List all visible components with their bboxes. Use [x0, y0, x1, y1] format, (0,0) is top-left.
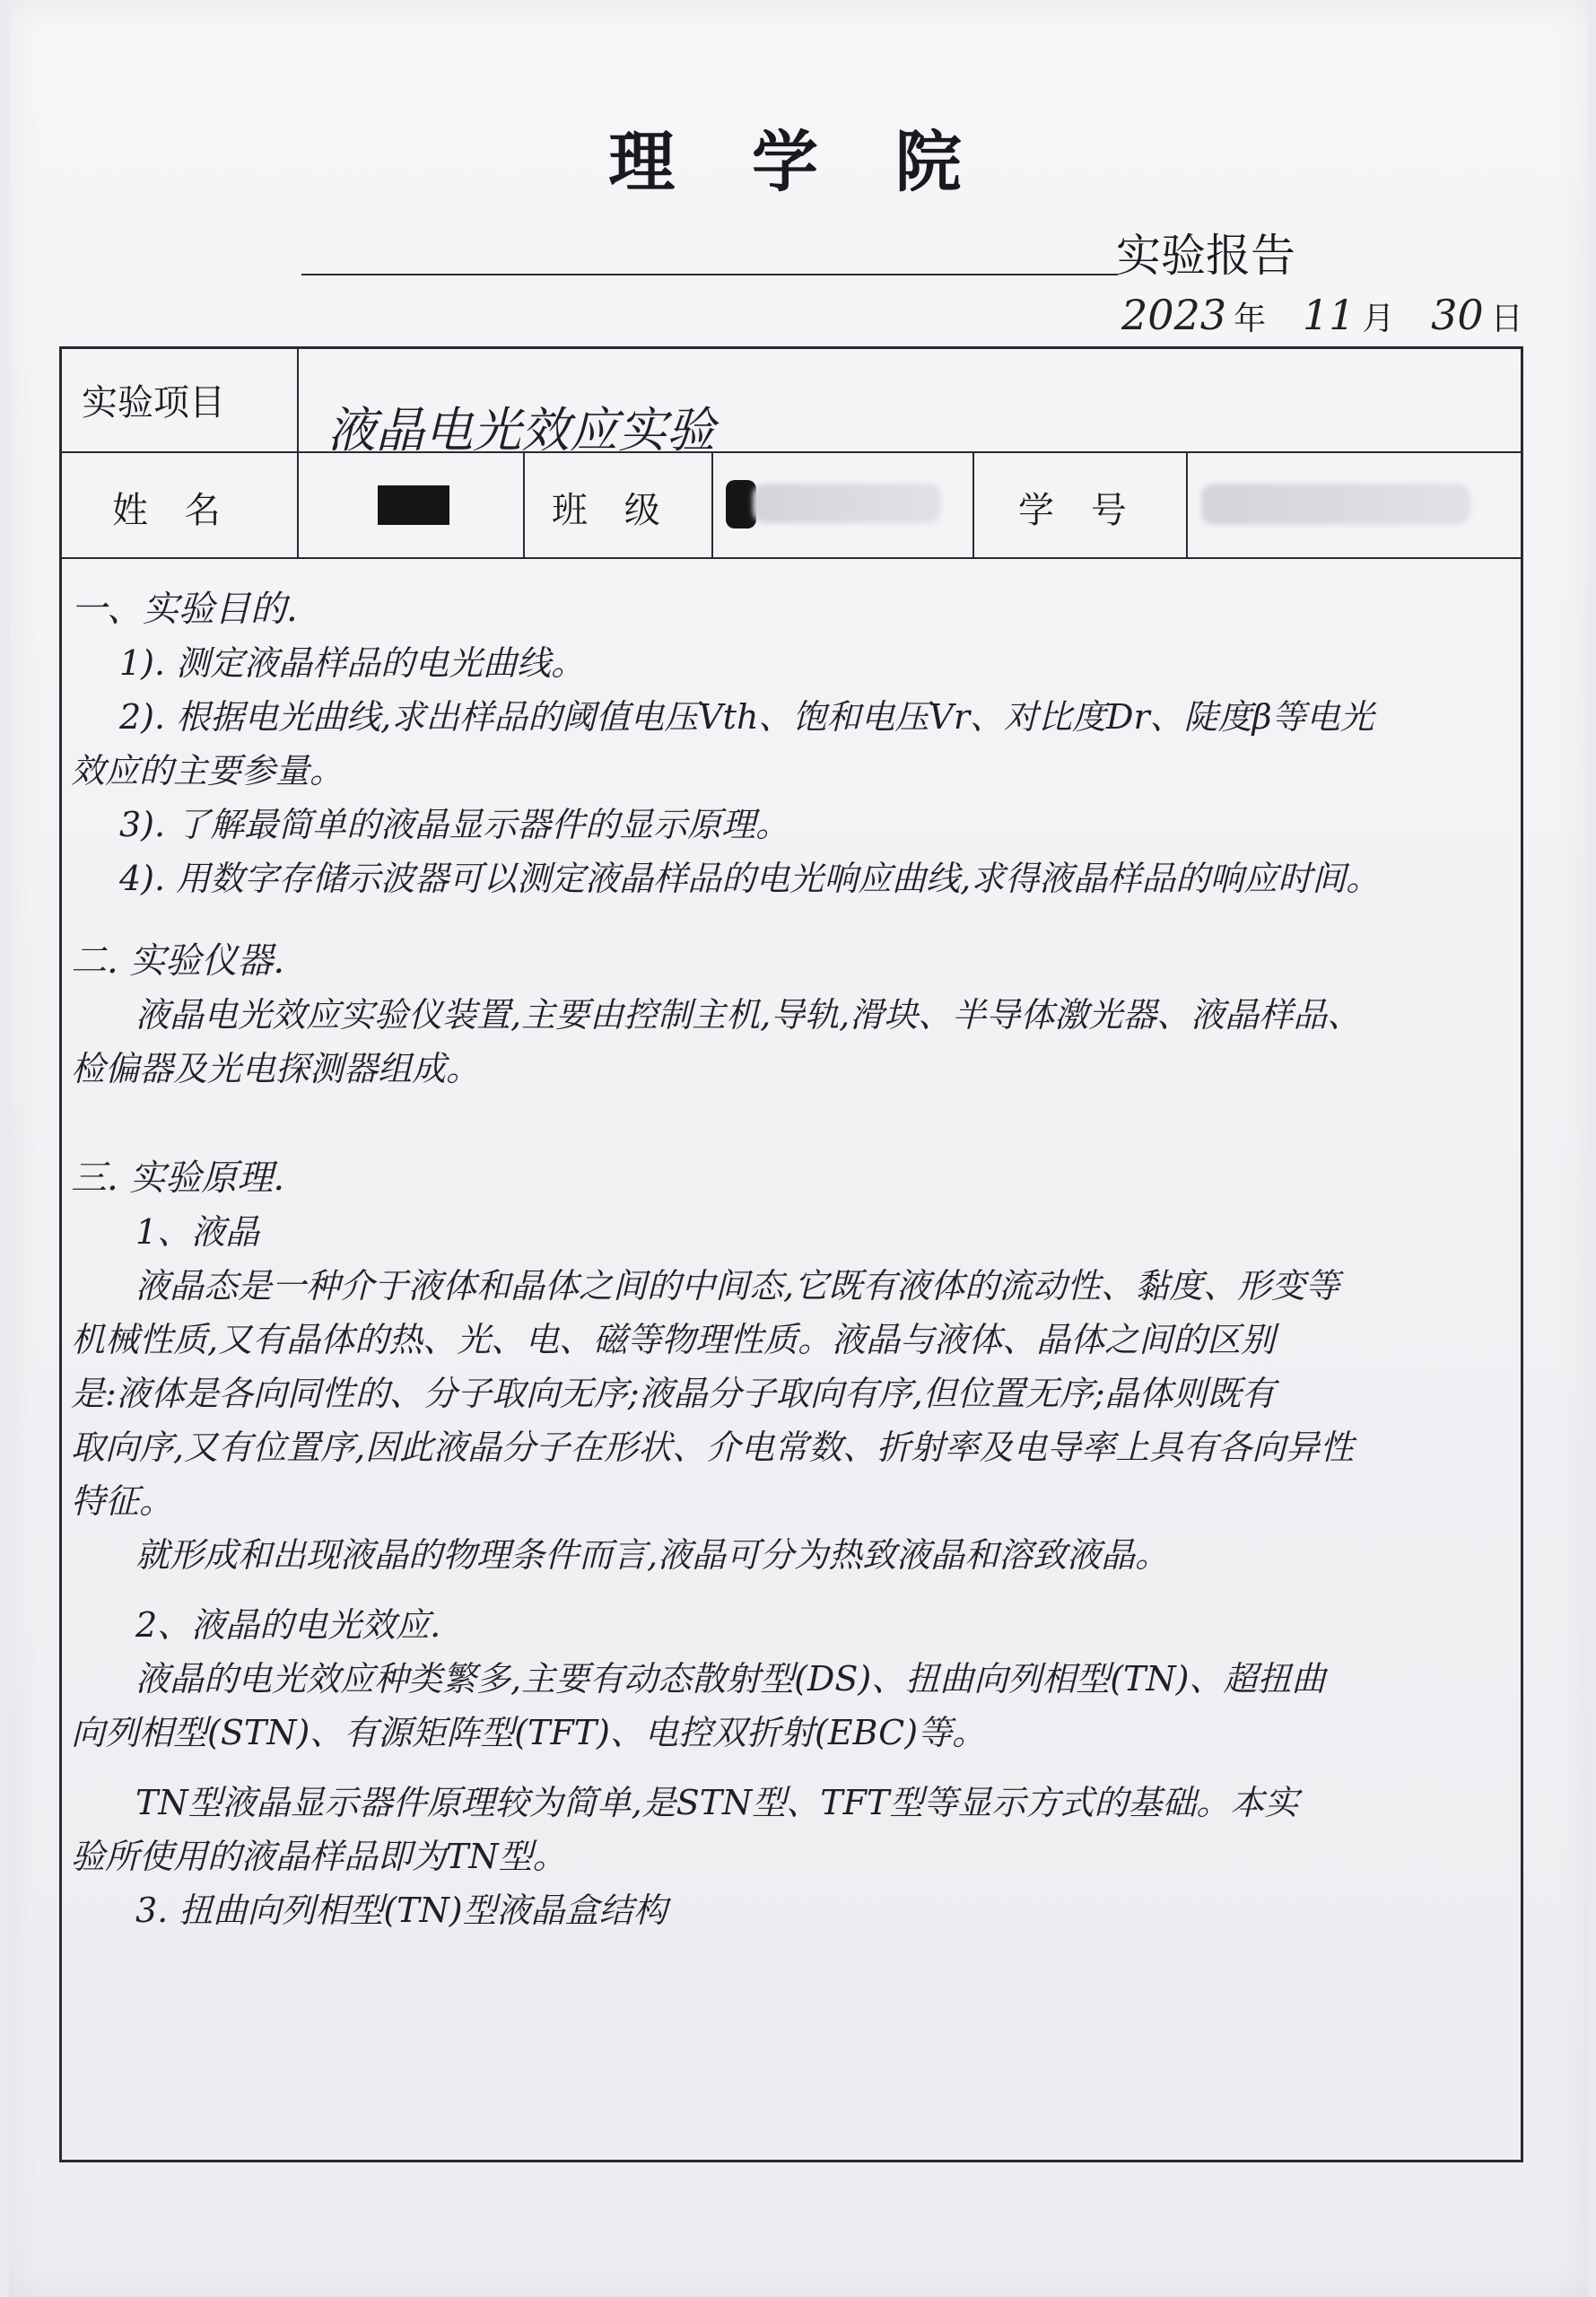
- form-divider: [1186, 451, 1188, 557]
- class-redaction: [726, 480, 756, 528]
- principle-paragraph: 特征。: [71, 1481, 174, 1521]
- date-month-label: 月: [1362, 301, 1395, 337]
- principle-paragraph: 机械性质,又有晶体的热、光、电、磁等物理性质。液晶与液体、晶体之间的区别: [71, 1320, 1276, 1359]
- date-day-label: 日: [1490, 301, 1523, 337]
- student-id-label: 学 号: [1018, 490, 1139, 531]
- form-divider: [972, 451, 974, 557]
- instruments-heading: 二. 实验仪器.: [71, 940, 285, 982]
- principle-paragraph: TN型液晶显示器件原理较为简单,是STN型、TFT型等显示方式的基础。本实: [135, 1783, 1299, 1822]
- report-sheet: [9, 0, 1588, 2297]
- purpose-item: 2). 根据电光曲线,求出样品的阈值电压Vth、饱和电压Vr、对比度Dr、陡度β等电光: [119, 697, 1374, 737]
- principle-paragraph: 向列相型(STN)、有源矩阵型(TFT)、电控双折射(EBC)等。: [71, 1713, 987, 1752]
- principle-paragraph: 液晶态是一种介于液体和晶体之间的中间态,它既有液体的流动性、黏度、形变等: [135, 1266, 1340, 1306]
- principle-paragraph: 验所使用的液晶样品即为TN型。: [71, 1837, 567, 1876]
- form-rule: [62, 557, 1521, 559]
- project-value: 液晶电光效应实验: [327, 402, 715, 459]
- student-id-blur: [1201, 484, 1470, 525]
- date-year: 2023: [1121, 291, 1227, 339]
- report-date: [1121, 291, 1548, 339]
- purpose-item: 4). 用数字存储示波器可以测定液晶样品的电光响应曲线,求得液晶样品的响应时间。: [119, 859, 1381, 898]
- class-blur: [753, 484, 941, 523]
- report-form: [59, 346, 1523, 2162]
- purpose-item: 3). 了解最简单的液晶显示器件的显示原理。: [119, 805, 790, 844]
- instruments-line: 检偏器及光电探测器组成。: [71, 1049, 481, 1088]
- date-day: 30: [1431, 291, 1484, 339]
- principle-paragraph: 是:液体是各向同性的、分子取向无序;液晶分子取向有序,但位置无序;晶体则既有: [71, 1374, 1276, 1413]
- date-month: 11: [1302, 291, 1356, 339]
- project-label: 实验项目: [82, 382, 225, 424]
- report-body: [71, 570, 1515, 1937]
- principle-subheading: 1、液晶: [135, 1212, 260, 1252]
- principle-subheading: 3. 扭曲向列相型(TN)型液晶盒结构: [135, 1891, 667, 1930]
- principle-paragraph: 取向序,又有位置序,因此液晶分子在形状、介电常数、折射率及电导率上具有各向异性: [71, 1428, 1355, 1467]
- principle-paragraph: 液晶的电光效应种类繁多,主要有动态散射型(DS)、扭曲向列相型(TN)、超扭曲: [135, 1659, 1326, 1699]
- form-divider: [523, 451, 525, 557]
- title-underline: [301, 274, 1118, 275]
- purpose-item: 效应的主要参量。: [71, 751, 344, 790]
- institution-title: 理 学 院: [608, 124, 989, 201]
- form-rule: [62, 451, 1521, 453]
- instruments-line: 液晶电光效应实验仪装置,主要由控制主机,导轨,滑块、半导体激光器、液晶样品、: [135, 995, 1362, 1035]
- purpose-heading: 一、实验目的.: [71, 589, 298, 630]
- principle-subheading: 2、液晶的电光效应.: [135, 1605, 441, 1645]
- class-label: 班 级: [552, 490, 673, 531]
- form-divider: [711, 451, 713, 557]
- form-divider: [297, 349, 299, 557]
- principle-heading: 三. 实验原理.: [71, 1157, 285, 1199]
- name-redaction: [378, 485, 449, 525]
- name-label: 姓 名: [112, 490, 233, 531]
- purpose-item: 1). 测定液晶样品的电光曲线。: [119, 643, 586, 683]
- date-year-label: 年: [1234, 301, 1267, 337]
- principle-paragraph: 就形成和出现液晶的物理条件而言,液晶可分为热致液晶和溶致液晶。: [135, 1535, 1170, 1575]
- report-label: 实验报告: [1116, 230, 1295, 282]
